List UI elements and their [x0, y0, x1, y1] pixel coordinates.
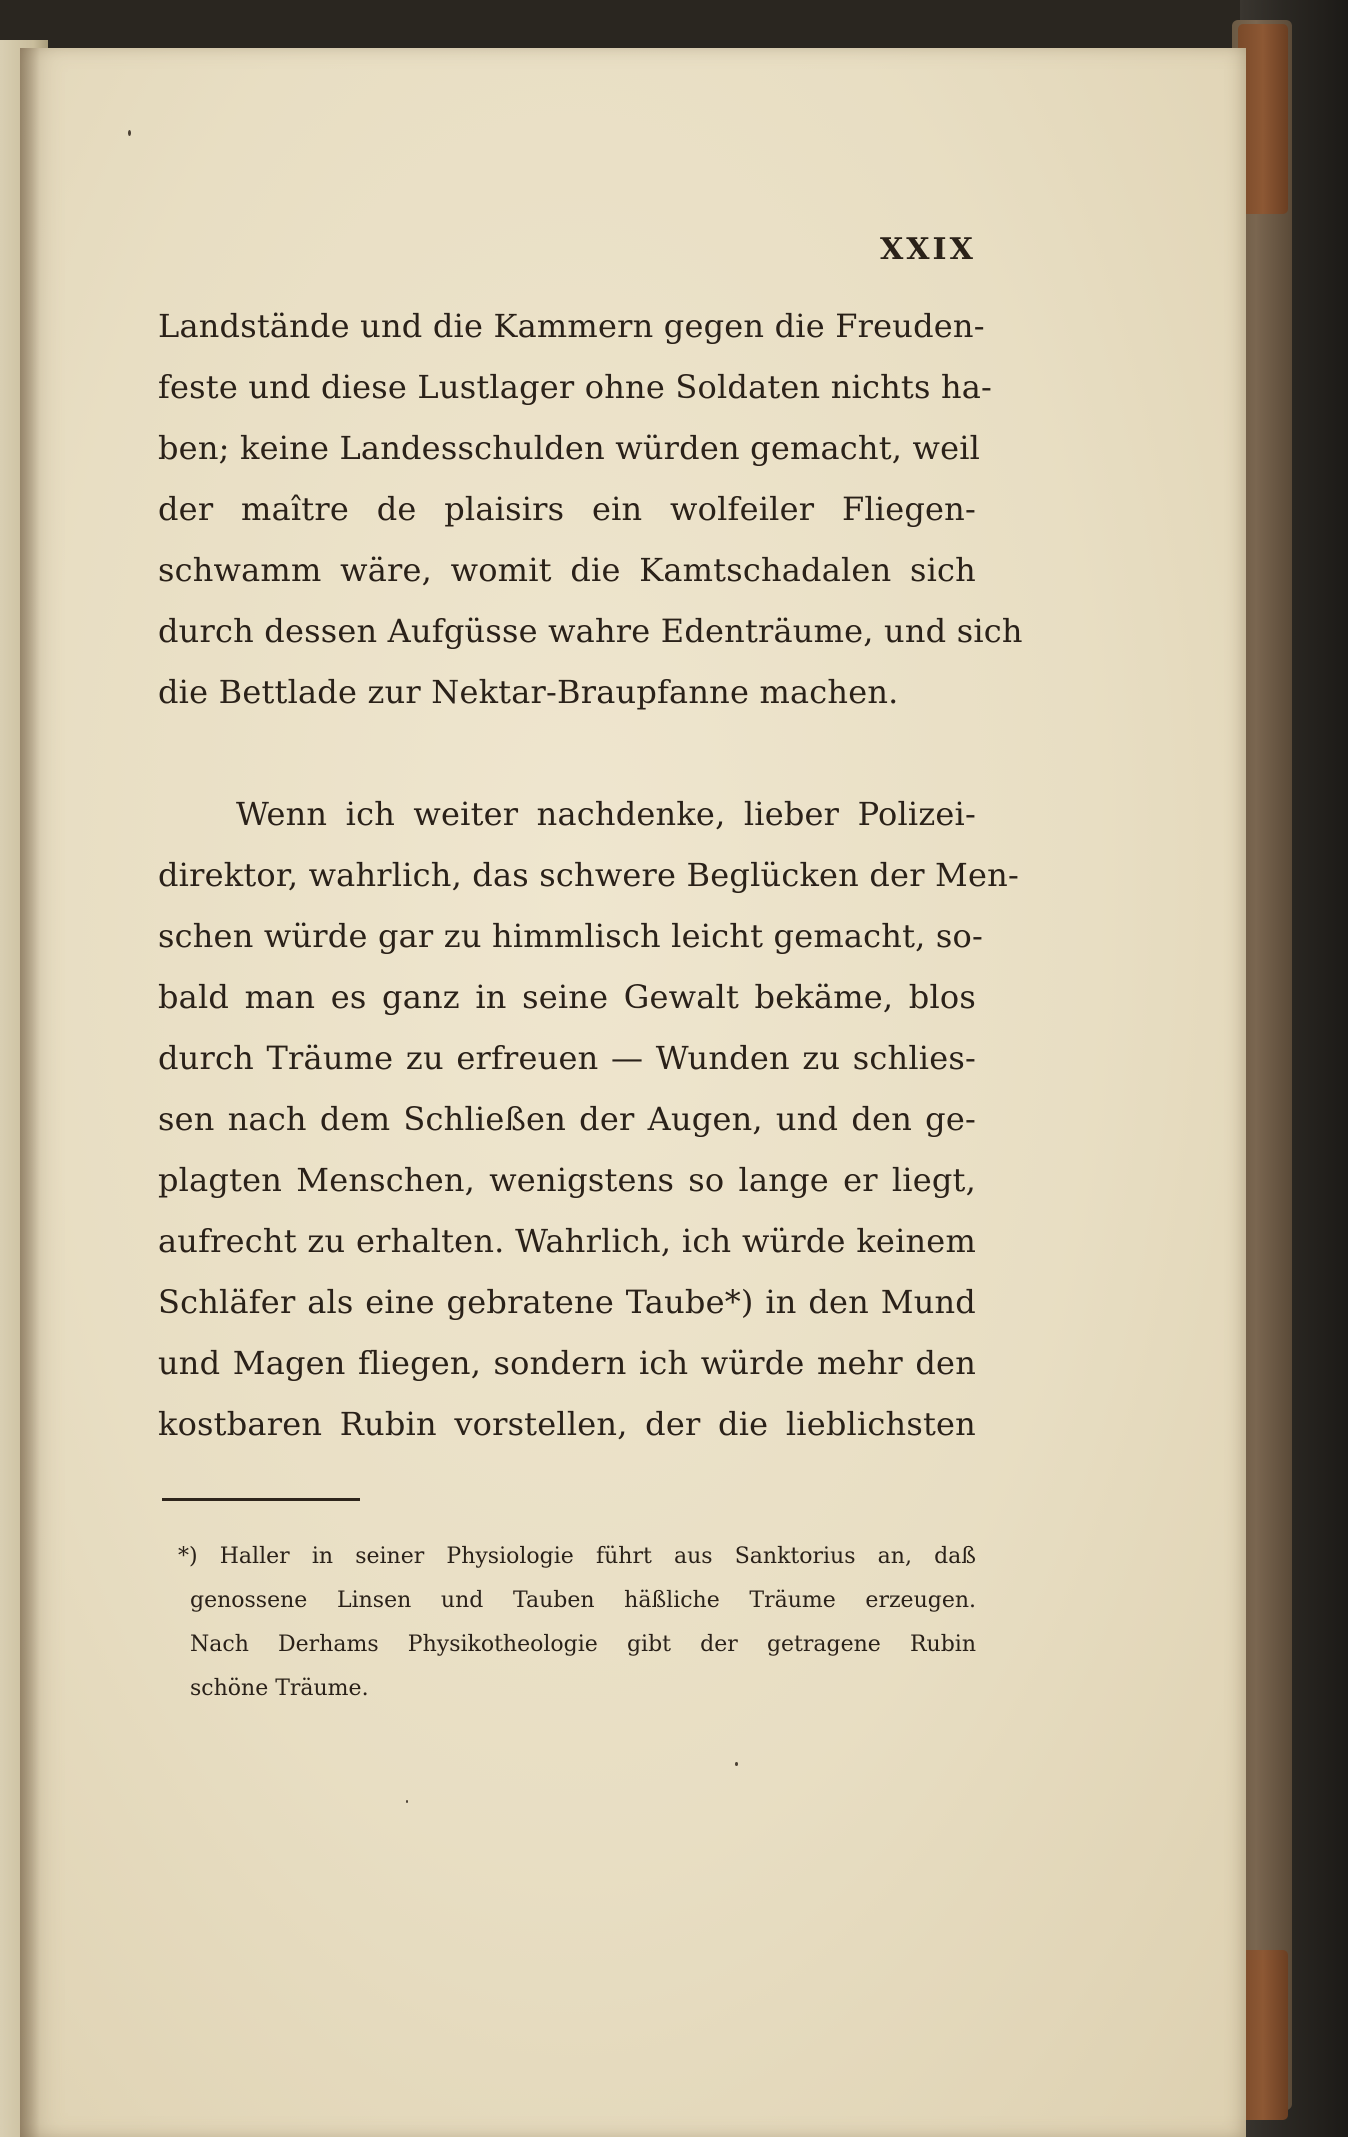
footnote-line: Nach Derhams Physikotheologie gibt der getragene Rubin [190, 1632, 976, 1657]
text-line: durch Träume zu erfreuen — Wunden zu schlies- [158, 1039, 976, 1077]
paper-speck [128, 130, 131, 136]
text-line: schen würde gar zu himmlisch leicht gemacht, so- [158, 917, 984, 955]
paper-speck [406, 1800, 408, 1803]
text-line: plagten Menschen, wenigstens so lange er liegt, [158, 1161, 976, 1199]
text-line: und Magen fliegen, sondern ich würde mehr den [158, 1344, 976, 1382]
text-line: feste und diese Lustlager ohne Soldaten nichts ha- [158, 368, 993, 406]
footnote-rule [162, 1498, 360, 1501]
page-number: XXIX [880, 232, 976, 267]
text-line: direktor, wahrlich, das schwere Beglücken der Men- [158, 856, 1019, 894]
page-gutter-shadow [20, 48, 40, 2137]
text-line: der maître de plaisirs ein wolfeiler Fliegen- [158, 490, 976, 528]
text-line: Schläfer als eine gebratene Taube*) in den Mund [158, 1283, 976, 1321]
text-line: die Bettlade zur Nektar-Braupfanne machen. [158, 673, 899, 711]
text-line: ben; keine Landesschulden würden gemacht, weil [158, 429, 981, 467]
footnote-line: schöne Träume. [190, 1676, 369, 1701]
text-line: kostbaren Rubin vorstellen, der die lieblichsten [158, 1405, 976, 1443]
footnote-line: genossene Linsen und Tauben häßliche Träume erzeugen. [190, 1588, 976, 1613]
footnote-line: *) Haller in seiner Physiologie führt aus Sanktorius an, daß [178, 1544, 976, 1569]
text-line: durch dessen Aufgüsse wahre Edenträume, und sich [158, 612, 1023, 650]
text-line: Wenn ich weiter nachdenke, lieber Polizei- [236, 795, 976, 833]
footnote [178, 1535, 976, 1711]
text-line: schwamm wäre, womit die Kamtschadalen sich [158, 551, 976, 589]
text-line: bald man es ganz in seine Gewalt bekäme, blos [158, 978, 976, 1016]
text-line: sen nach dem Schließen der Augen, und den ge- [158, 1100, 976, 1138]
paragraph-1 [158, 296, 1023, 723]
paper-speck [735, 1762, 738, 1766]
text-line: aufrecht zu erhalten. Wahrlich, ich würde keinem [158, 1222, 976, 1260]
paragraph-2 [158, 784, 1019, 1455]
text-line: Landstände und die Kammern gegen die Freuden- [158, 307, 985, 345]
